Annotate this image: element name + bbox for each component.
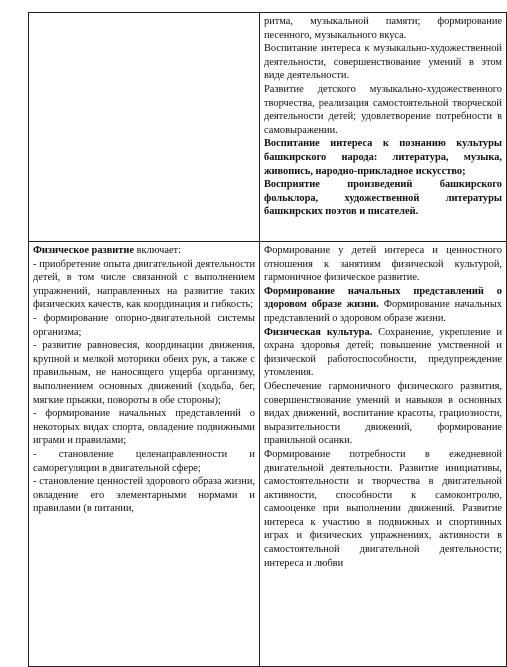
list-item: - приобретение опыта двигательной деятельности детей, в том числе связанной с выполнением упражнений, направленных на развитие таких физических качеств, как координация и гибкость; [33, 258, 255, 311]
section-intro [33, 244, 255, 258]
paragraph-text: Формирование потребности в ежедневной двигательной деятельности. Развитие инициативы, самостоятельности и творчества в двигательной активности, способности к самоконтролю, самооценке при выполнении движений. Развитие интереса к участию в подвижных и спортивных играх и физических упражнениях, активности в самостоятельной двигательной деятельности; интереса и любви [264, 448, 502, 569]
artistic-development-cell [260, 13, 507, 242]
list-item: - формирование начальных представлений о некоторых видах спорта, овладение подвижными играми и правилами; [33, 408, 255, 447]
paragraph-bold: Воспитание интереса к познанию культуры башкирского народа: литература, музыка, живопись, народно-прикладное искусство; [264, 138, 502, 177]
paragraph [264, 448, 502, 570]
table-row [29, 242, 507, 667]
paragraph-text: Формирование у детей интереса и ценностного отношения к занятиям физической культурой, гармоничное физическое развитие. [264, 245, 502, 284]
paragraph-lead: Формирование начальных представлений о здоровом образе жизни. [264, 285, 502, 311]
paragraph-bold: Восприятие произведений башкирского фольклора, художественной литературы башкирских поэтов и писателей. [264, 179, 502, 218]
empty-left-cell [29, 13, 260, 242]
paragraph: ритма, музыкальной памяти; формирование песенного, музыкального вкуса. [264, 16, 502, 41]
paragraph [264, 285, 502, 326]
section-heading-rest: включает: [134, 245, 181, 256]
list-item: - становление целенаправленности и саморегуляции в двигательной сфере; [33, 448, 255, 474]
paragraph [264, 244, 502, 285]
paragraph [264, 380, 502, 448]
paragraph: Развитие детского музыкально-художественного творчества, реализация самостоятельной творческой деятельности детей; удовлетворение потребности в самовыражении. [264, 83, 502, 136]
list-item: - становление ценностей здорового образа жизни, овладение его элементарными нормами и правилами (в питании, [33, 476, 255, 515]
section-heading: Физическое развитие [33, 245, 134, 256]
program-table [28, 12, 507, 667]
list-item: - формирование опорно-двигательной системы организма; [33, 312, 255, 338]
paragraph-text: Обеспечение гармоничного физического развития, совершенствование умений и навыков в основных видах движений, воспитание красоты, грациозности, выразительности движений, формирование правильной осанки. [264, 380, 502, 447]
paragraph: Воспитание интереса к музыкально-художественной деятельности, совершенствование умений в этом виде деятельности. [264, 43, 502, 82]
paragraph [264, 326, 502, 380]
paragraph-text: Формирование начальных представлений о здоровом образе жизни. [264, 299, 503, 324]
list-item: - развитие равновесия, координации движения, крупной и мелкой моторики обеих рук, а также с правильным, не наносящего ущерба организму, выполнением основных движений (ходьба, бег, мягкие прыжки, повороты в обе стороны); [33, 340, 255, 406]
physical-tasks-cell [260, 242, 507, 667]
physical-development-cell [29, 242, 260, 667]
paragraph-text: Сохранение, укрепление и охрана здоровья детей; повышение умственной и физической работоспособности, предупреждение утомления. [264, 326, 503, 379]
table-row [29, 13, 507, 242]
paragraph-lead: Физическая культура. [264, 326, 373, 338]
